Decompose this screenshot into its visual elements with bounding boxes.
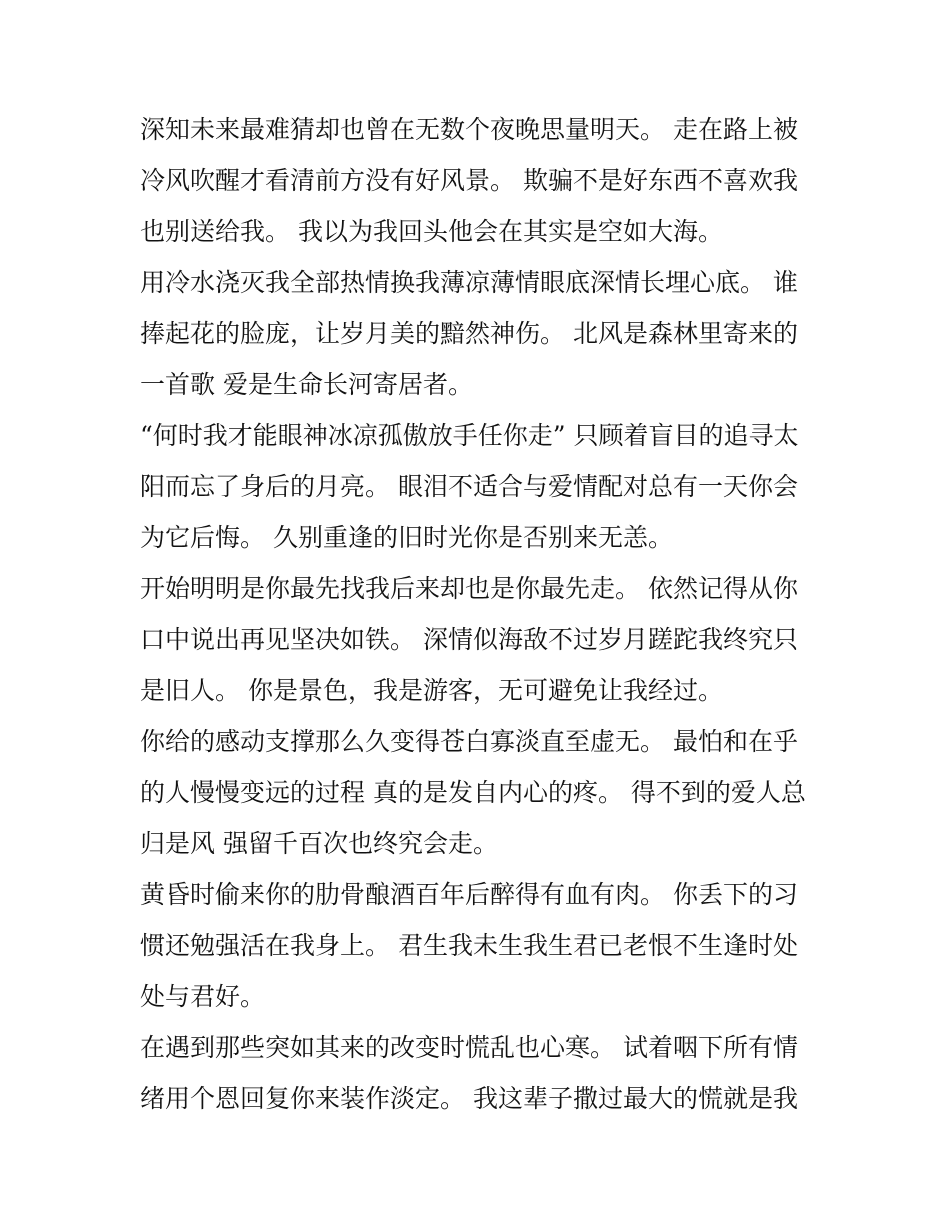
paragraph-5 <box>140 716 805 869</box>
text-line: 惯还勉强活在我身上。 君生我未生我生君已老恨不生逢时处 <box>140 931 798 960</box>
text-line: 的人慢慢变远的过程 真的是发自内心的疼。 得不到的爱人总 <box>140 778 806 807</box>
text-line: 为它后悔。 久别重逢的旧时光你是否别来无恙。 <box>140 523 673 552</box>
text-line: 是旧人。 你是景色，我是游客，无可避免让我经过。 <box>140 676 723 705</box>
paragraph-1 <box>140 104 805 257</box>
document-body <box>140 104 805 1124</box>
text-line: 一首歌 爱是生命长河寄居者。 <box>140 370 473 399</box>
text-line: 口中说出再见坚决如铁。 深情似海敌不过岁月蹉跎我终究只 <box>140 625 798 654</box>
text-line: 冷风吹醒才看清前方没有好风景。 欺骗不是好东西不喜欢我 <box>140 166 798 195</box>
text-line: 也别送给我。 我以为我回头他会在其实是空如大海。 <box>140 217 723 246</box>
text-line: 深知未来最难猜却也曾在无数个夜晚思量明天。 走在路上被 <box>140 115 798 144</box>
paragraph-3 <box>140 410 805 563</box>
text-line: 用冷水浇灭我全部热情换我薄凉薄情眼底深情长埋心底。 谁 <box>140 268 798 297</box>
text-line: 阳而忘了身后的月亮。 眼泪不适合与爱情配对总有一天你会 <box>140 472 798 501</box>
text-line: 黄昏时偷来你的肋骨酿酒百年后醉得有血有肉。 你丢下的习 <box>140 880 798 909</box>
text-line: 捧起花的脸庞，让岁月美的黯然神伤。 北风是森林里寄来的 <box>140 319 798 348</box>
text-line: 归是风 强留千百次也终究会走。 <box>140 829 498 858</box>
text-line: 你给的感动支撑那么久变得苍白寡淡直至虚无。 最怕和在乎 <box>140 727 798 756</box>
text-line: 处与君好。 <box>140 982 266 1011</box>
text-line: 开始明明是你最先找我后来却也是你最先走。 依然记得从你 <box>140 574 798 603</box>
paragraph-6 <box>140 869 805 1022</box>
text-line: “何时我才能眼神冰凉孤傲放手任你走” 只顾着盲目的追寻太 <box>140 421 799 450</box>
text-line: 绪用个恩回复你来装作淡定。 我这辈子撒过最大的慌就是我 <box>140 1084 798 1113</box>
text-line: 在遇到那些突如其来的改变时慌乱也心寒。 试着咽下所有情 <box>140 1033 798 1062</box>
paragraph-2 <box>140 257 805 410</box>
paragraph-7 <box>140 1022 805 1124</box>
paragraph-4 <box>140 563 805 716</box>
